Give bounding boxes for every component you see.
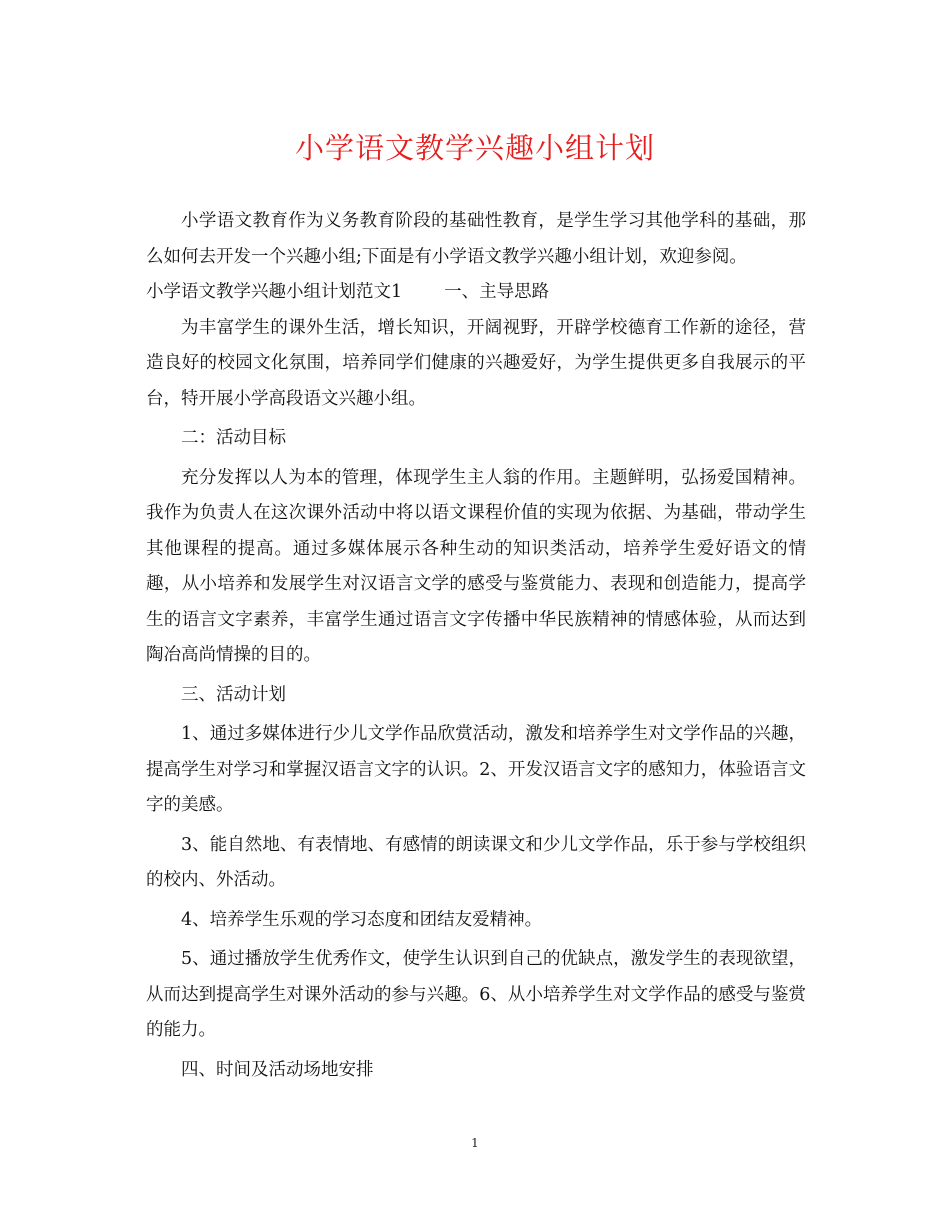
intro-paragraph: 小学语文教育作为义务教育阶段的基础性教育，是学生学习其他学科的基础，那么如何去开发一个兴趣小组;下面是有小学语文教学兴趣小组计划，欢迎参阅。 [146,211,806,267]
sample-heading: 小学语文教学兴趣小组计划范文1 [146,282,403,302]
plan-item-3: 3、能自然地、有表情地、有感情的朗读课文和少儿文学作品，乐于参与学校组织的校内、外活动。 [146,834,806,890]
plan-item-4: 4、培养学生乐观的学习态度和团结友爱精神。 [181,909,543,930]
section3-heading: 三、活动计划 [181,684,286,705]
sample-heading-line [146,275,806,311]
page-number: 1 [471,1136,479,1150]
document-title: 小学语文教学兴趣小组计划 [294,131,655,165]
section1-heading: 一、主导思路 [444,282,550,302]
section2-heading: 二：活动目标 [181,428,286,448]
section4-heading: 四、时间及活动场地安排 [181,1059,374,1080]
section2-paragraph: 充分发挥以人为本的管理，体现学生主人翁的作用。主题鲜明，弘扬爱国精神。我作为负责人在这次课外活动中将以语文课程价值的实现为依据、为基础，带动学生其他课程的提高。通过多媒体展示各种生动的知识类活动，培养学生爱好语文的情趣，从小培养和发展学生对汉语言文学的感受与鉴赏能力、表现和创造能力，提高学生的语言文字素养，丰富学生通过语言文字传播中华民族精神的情感体验，从而达到陶冶高尚情操的目的。 [146,467,806,665]
plan-item-1-2: 1、通过多媒体进行少儿文学作品欣赏活动，激发和培养学生对文学作品的兴趣，提高学生对学习和掌握汉语言文字的认识。2、开发汉语言文字的感知力，体验语言文字的美感。 [146,724,806,815]
plan-item-5-6: 5、通过播放学生优秀作文，使学生认识到自己的优缺点，激发学生的表现欲望，从而达到提高学生对课外活动的参与兴趣。6、从小培养学生对文学作品的感受与鉴赏的能力。 [146,949,806,1040]
document-body [146,204,806,1088]
section1-paragraph: 为丰富学生的课外生活，增长知识，开阔视野，开辟学校德育工作新的途径，营造良好的校园文化氛围，培养同学们健康的兴趣爱好，为学生提供更多自我展示的平台，特开展小学高段语文兴趣小组。 [146,317,806,409]
